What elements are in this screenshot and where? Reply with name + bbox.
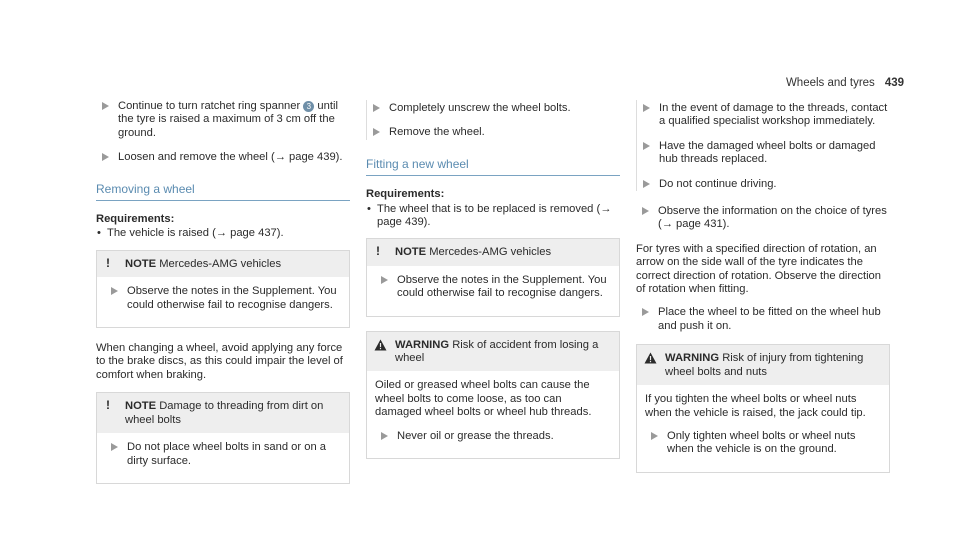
step-arrow-icon: [111, 443, 118, 451]
step-arrow-icon: [643, 180, 650, 188]
step-arrow-icon: [381, 432, 388, 440]
step-item: Observe the notes in the Supplement. You could otherwise fail to recognise dangers.: [375, 274, 611, 301]
section-heading: Removing a wheel: [96, 183, 350, 201]
step-arrow-icon: [642, 308, 649, 316]
note-label: NOTE: [125, 257, 157, 270]
section-heading: Fitting a new wheel: [366, 158, 620, 176]
step-item: Observe the notes in the Supplement. You could otherwise fail to recognise dangers.: [105, 285, 341, 312]
warning-box: [636, 344, 890, 472]
step-arrow-icon: [102, 102, 109, 110]
step-item: Completely unscrew the wheel bolts.: [367, 102, 620, 115]
column-2: [366, 100, 620, 473]
step-item: Do not continue driving.: [637, 178, 890, 191]
note-label: NOTE: [395, 246, 427, 259]
step-arrow-icon: [111, 287, 118, 295]
step-item: Continue to turn ratchet ring spanner 3 until the tyre is raised a maximum of 3 cm off the ground.: [96, 100, 350, 140]
step-arrow-icon: [643, 142, 650, 150]
step-item: Remove the wheel.: [367, 126, 620, 139]
column-1: [96, 100, 350, 498]
step-arrow-icon: [642, 207, 649, 215]
warning-triangle-icon: [374, 339, 387, 351]
step-arrow-icon: [643, 104, 650, 112]
note-title: Mercedes-AMG vehicles: [159, 257, 282, 270]
note-title: Damage to threading from dirt on wheel bolts: [125, 400, 324, 426]
warning-label: WARNING: [395, 338, 450, 351]
step-arrow-icon: [381, 276, 388, 284]
exclamation-icon: !: [376, 244, 380, 259]
note-box: [96, 250, 350, 328]
warning-title: Risk of injury from tightening wheel bolts and nuts: [665, 352, 864, 378]
note-label: NOTE: [125, 400, 157, 413]
warning-title: Risk of accident from losing a wheel: [395, 338, 599, 365]
bullet-icon: •: [367, 202, 371, 215]
requirement-item: • The vehicle is raised (→ page 437).: [97, 227, 284, 240]
step-item: Do not place wheel bolts in sand or on a dirty surface.: [105, 441, 341, 468]
callout-badge: 3: [303, 101, 314, 112]
step-item: Only tighten wheel bolts or wheel nuts when the vehicle is on the ground.: [645, 430, 881, 457]
warning-text: If you tighten the wheel bolts or wheel nuts when the vehicle is raised, the jack could tip.: [645, 393, 866, 419]
page-number: 439: [884, 77, 904, 89]
step-arrow-icon: [651, 432, 658, 440]
bullet-icon: •: [97, 227, 101, 240]
step-item: Never oil or grease the threads.: [375, 430, 611, 443]
paragraph: For tyres with a specified direction of rotation, an arrow on the side wall of the tyre indicates the correct direction of rotation. Observe the direction of rotation when fitting.: [636, 242, 881, 296]
warning-box: [366, 331, 620, 459]
section-title: Wheels and tyres: [785, 77, 875, 89]
note-title: Mercedes-AMG vehicles: [429, 246, 552, 259]
requirements-title: Requirements:: [96, 213, 175, 226]
warning-triangle-icon: [644, 352, 657, 364]
step-item: Loosen and remove the wheel (→ page 439).: [96, 151, 350, 164]
note-box: [366, 238, 620, 316]
requirements-title: Requirements:: [366, 188, 445, 201]
step-arrow-icon: [373, 104, 380, 112]
page-header: [786, 77, 904, 90]
step-item: Have the damaged wheel bolts or damaged hub threads replaced.: [637, 140, 890, 167]
warning-text: Oiled or greased wheel bolts can cause the wheel bolts to come loose, as too can damaged wheel bolts or wheel hub threads.: [375, 379, 592, 419]
warning-label: WARNING: [665, 352, 720, 365]
note-box: [96, 392, 350, 484]
exclamation-icon: !: [106, 398, 110, 413]
requirement-item: • The wheel that is to be replaced is removed (→ page 439).: [367, 202, 612, 229]
column-3: [636, 100, 890, 487]
exclamation-icon: !: [106, 255, 110, 270]
step-item: In the event of damage to the threads, contact a qualified specialist workshop immediately.: [637, 102, 890, 129]
step-arrow-icon: [102, 153, 109, 161]
paragraph: When changing a wheel, avoid applying any force to the brake discs, as this could impair the level of comfort when braking.: [96, 342, 343, 381]
step-arrow-icon: [373, 128, 380, 136]
step-item: Observe the information on the choice of tyres (→ page 431).: [636, 205, 890, 232]
step-item: Place the wheel to be fitted on the wheel hub and push it on.: [636, 306, 890, 333]
